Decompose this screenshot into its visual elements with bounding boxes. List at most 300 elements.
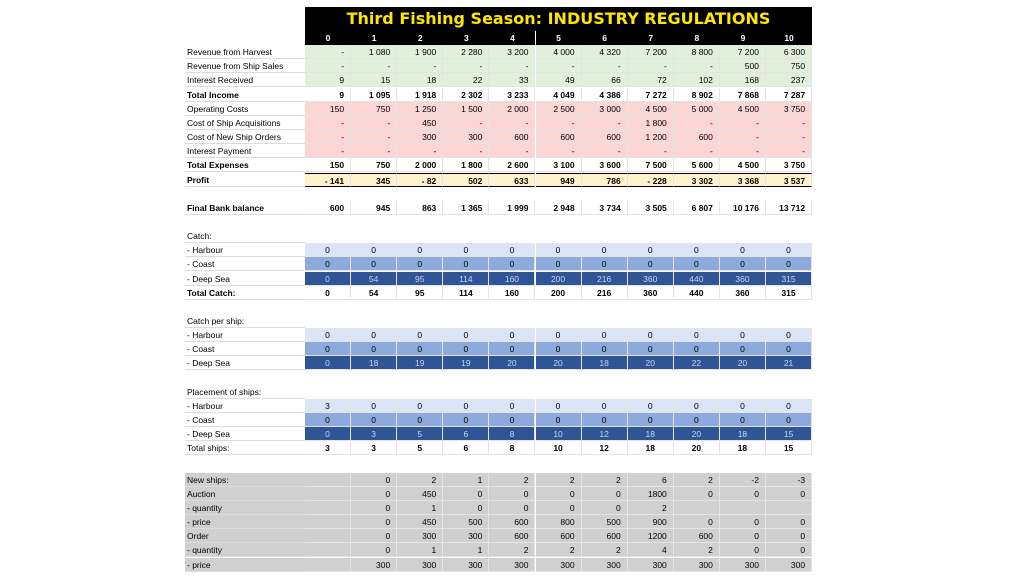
cell[interactable]: 0 [305,342,351,356]
cell[interactable]: 750 [766,59,812,73]
cell[interactable]: 6 [443,427,489,441]
cell[interactable]: 7 500 [628,158,674,172]
row-label[interactable]: Total Expenses [185,158,305,172]
cell[interactable]: 2 [582,473,628,487]
cell[interactable]: - [674,116,720,130]
cell[interactable]: 18 [628,441,674,455]
cell[interactable]: 7 868 [720,88,766,102]
row-label[interactable]: Cost of Ship Acquisitions [185,116,305,130]
cell[interactable]: 0 [443,328,489,342]
cell[interactable]: 0 [720,328,766,342]
cell[interactable]: 0 [536,501,582,515]
cell[interactable]: 9 [305,88,351,102]
cell[interactable]: 22 [443,73,489,87]
cell[interactable]: 0 [628,413,674,427]
cell[interactable]: 7 [628,31,674,45]
cell[interactable]: 900 [628,515,674,529]
cell[interactable]: 200 [536,286,582,300]
cell[interactable]: 1 [443,473,489,487]
cell[interactable]: 0 [351,529,397,543]
cell[interactable]: 3 [443,31,489,45]
cell[interactable] [305,487,351,501]
cell[interactable]: 1 500 [443,102,489,116]
cell[interactable]: 1 [397,543,443,557]
cell[interactable]: 440 [674,286,720,300]
cell[interactable]: 7 272 [628,88,674,102]
cell[interactable]: 0 [305,356,351,370]
cell[interactable]: 6 [582,31,628,45]
cell[interactable]: 10 [536,441,582,455]
cell[interactable]: 1 095 [351,88,397,102]
cell[interactable]: 0 [628,257,674,271]
cell[interactable]: 0 [351,501,397,515]
cell[interactable]: 0 [720,529,766,543]
cell[interactable]: - [351,144,397,158]
cell[interactable]: 500 [443,515,489,529]
cell[interactable] [720,501,766,515]
cell[interactable]: 7 200 [628,45,674,59]
cell[interactable]: 4 500 [628,102,674,116]
cell[interactable]: 8 902 [674,88,720,102]
cell[interactable]: 20 [674,441,720,455]
cell[interactable]: 786 [582,173,628,187]
cell[interactable]: 6 807 [674,201,720,215]
cell[interactable]: 300 [536,558,582,572]
cell[interactable]: 3 [351,441,397,455]
cell[interactable]: -3 [766,473,812,487]
cell[interactable]: 20 [720,356,766,370]
cell[interactable] [305,558,351,572]
cell[interactable]: 0 [397,342,443,356]
cell[interactable]: 315 [766,286,812,300]
cell[interactable]: 0 [674,487,720,501]
cell[interactable]: - [674,144,720,158]
cell[interactable]: 0 [443,501,489,515]
cell[interactable]: 0 [489,342,535,356]
cell[interactable]: - [582,144,628,158]
cell[interactable]: 20 [536,356,582,370]
row-label[interactable]: Placement of ships: [185,385,305,399]
cell[interactable]: 5 [536,31,582,45]
cell[interactable]: 300 [443,558,489,572]
cell[interactable]: 20 [628,356,674,370]
cell[interactable]: 18 [720,427,766,441]
cell[interactable]: - [536,116,582,130]
cell[interactable]: 945 [351,201,397,215]
cell[interactable]: 0 [351,543,397,557]
row-label[interactable]: - Deep Sea [185,272,305,286]
cell[interactable]: 0 [489,413,535,427]
cell[interactable]: 600 [582,130,628,144]
cell[interactable]: 0 [443,342,489,356]
row-label[interactable]: Profit [185,173,305,187]
cell[interactable]: 300 [766,558,812,572]
cell[interactable]: 0 [351,413,397,427]
cell[interactable]: 1 918 [397,88,443,102]
cell[interactable]: 300 [397,130,443,144]
cell[interactable]: 0 [720,543,766,557]
cell[interactable]: 360 [628,286,674,300]
row-label[interactable]: Final Bank balance [185,201,305,215]
cell[interactable]: 216 [582,272,628,286]
cell[interactable]: 3 [305,441,351,455]
cell[interactable]: - [351,59,397,73]
cell[interactable]: 0 [582,257,628,271]
cell[interactable]: 8 [489,427,535,441]
cell[interactable]: 95 [397,286,443,300]
cell[interactable]: 3 505 [628,201,674,215]
cell[interactable]: 0 [628,328,674,342]
cell[interactable]: 5 [397,427,443,441]
row-label[interactable]: - Harbour [185,243,305,257]
cell[interactable]: 600 [536,130,582,144]
cell[interactable]: 1 [397,501,443,515]
cell[interactable]: 0 [582,413,628,427]
cell[interactable]: 114 [443,272,489,286]
cell[interactable]: 0 [305,272,351,286]
cell[interactable]: 0 [489,399,535,413]
row-label[interactable]: Total Income [185,88,305,102]
cell[interactable]: - [766,116,812,130]
cell[interactable]: 33 [489,73,535,87]
cell[interactable]: - [305,45,351,59]
cell[interactable]: - [720,130,766,144]
cell[interactable]: 800 [536,515,582,529]
cell[interactable]: 345 [351,173,397,187]
cell[interactable]: 2 280 [443,45,489,59]
cell[interactable]: 4 000 [536,45,582,59]
row-label[interactable]: Total ships: [185,441,305,455]
cell[interactable]: 600 [489,130,535,144]
cell[interactable] [305,501,351,515]
cell[interactable]: 0 [305,257,351,271]
cell[interactable]: 3 368 [720,173,766,187]
cell[interactable]: - [397,59,443,73]
cell[interactable]: 300 [443,130,489,144]
cell[interactable]: 1 [443,543,489,557]
cell[interactable]: - [443,144,489,158]
cell[interactable]: 3 [351,427,397,441]
cell[interactable]: 300 [489,558,535,572]
cell[interactable]: 3 233 [489,88,535,102]
cell[interactable]: 21 [766,356,812,370]
cell[interactable] [766,501,812,515]
cell[interactable]: 0 [582,342,628,356]
cell[interactable]: 750 [351,158,397,172]
cell[interactable]: 0 [766,257,812,271]
cell[interactable] [305,543,351,557]
cell[interactable]: 20 [489,356,535,370]
cell[interactable]: 15 [766,427,812,441]
row-label[interactable]: Operating Costs [185,102,305,116]
cell[interactable]: 22 [674,356,720,370]
cell[interactable]: 6 300 [766,45,812,59]
cell[interactable]: 300 [674,558,720,572]
cell[interactable]: - [305,59,351,73]
cell[interactable]: 0 [397,243,443,257]
cell[interactable]: 600 [674,130,720,144]
cell[interactable]: 600 [305,201,351,215]
cell[interactable]: 0 [536,487,582,501]
cell[interactable]: 1800 [628,487,674,501]
cell[interactable]: 0 [397,328,443,342]
cell[interactable]: 600 [489,515,535,529]
cell[interactable]: - [351,130,397,144]
cell[interactable]: 0 [674,243,720,257]
cell[interactable]: 18 [720,441,766,455]
cell[interactable]: - [489,59,535,73]
cell[interactable]: 4 320 [582,45,628,59]
cell[interactable]: 0 [305,243,351,257]
cell[interactable]: 0 [443,243,489,257]
cell[interactable]: 450 [397,515,443,529]
cell[interactable]: 300 [582,558,628,572]
row-label[interactable]: - Deep Sea [185,427,305,441]
cell[interactable]: 0 [536,243,582,257]
cell[interactable]: 1 250 [397,102,443,116]
cell[interactable]: 633 [489,173,535,187]
row-label[interactable]: - price [185,515,305,529]
cell[interactable]: - [536,59,582,73]
cell[interactable]: 2 [397,473,443,487]
cell[interactable]: 150 [305,102,351,116]
cell[interactable]: 10 [766,31,812,45]
cell[interactable]: 0 [536,342,582,356]
cell[interactable]: 300 [443,529,489,543]
row-label[interactable]: Catch per ship: [185,314,305,328]
cell[interactable]: - [582,116,628,130]
cell[interactable]: 0 [489,243,535,257]
cell[interactable] [305,515,351,529]
cell[interactable]: 0 [536,328,582,342]
cell[interactable]: 9 [720,31,766,45]
cell[interactable]: - [305,116,351,130]
cell[interactable]: 0 [766,399,812,413]
cell[interactable]: 300 [397,558,443,572]
cell[interactable]: 2 948 [536,201,582,215]
cell[interactable]: 95 [397,272,443,286]
cell[interactable]: 2 [489,473,535,487]
cell[interactable]: 0 [674,257,720,271]
cell[interactable]: - [582,59,628,73]
cell[interactable]: 0 [305,31,351,45]
row-label[interactable]: Total Catch: [185,286,305,300]
cell[interactable]: 0 [397,399,443,413]
cell[interactable]: 0 [628,399,674,413]
cell[interactable]: 2 [536,473,582,487]
cell[interactable]: 4 386 [582,88,628,102]
cell[interactable]: 3 537 [766,173,812,187]
cell[interactable]: 102 [674,73,720,87]
row-label[interactable]: Revenue from Ship Sales [185,59,305,73]
cell[interactable]: 1 999 [489,201,535,215]
cell[interactable]: 0 [351,473,397,487]
cell[interactable]: 0 [443,399,489,413]
row-label[interactable]: Auction [185,487,305,501]
cell[interactable]: 2 [674,543,720,557]
cell[interactable]: 54 [351,286,397,300]
cell[interactable]: 0 [766,342,812,356]
cell[interactable]: 0 [305,427,351,441]
cell[interactable]: 750 [351,102,397,116]
cell[interactable]: 4 [489,31,535,45]
cell[interactable]: 1 800 [628,116,674,130]
cell[interactable]: - 228 [628,173,674,187]
cell[interactable]: - [443,59,489,73]
row-label[interactable]: - Coast [185,342,305,356]
cell[interactable]: 600 [582,529,628,543]
cell[interactable]: 0 [536,399,582,413]
row-label[interactable]: - quantity [185,543,305,557]
cell[interactable]: 0 [766,413,812,427]
cell[interactable]: 2 302 [443,88,489,102]
cell[interactable]: - [397,144,443,158]
cell[interactable]: 2 000 [489,102,535,116]
cell[interactable]: 0 [766,529,812,543]
cell[interactable]: - [351,116,397,130]
cell[interactable]: 1 [351,31,397,45]
cell[interactable]: 2 000 [397,158,443,172]
cell[interactable]: 0 [489,257,535,271]
cell[interactable]: 1 900 [397,45,443,59]
cell[interactable]: 237 [766,73,812,87]
cell[interactable]: 1 200 [628,130,674,144]
cell[interactable]: 12 [582,427,628,441]
cell[interactable]: 0 [351,342,397,356]
cell[interactable] [305,473,351,487]
cell[interactable]: 0 [720,399,766,413]
cell[interactable]: 0 [674,515,720,529]
cell[interactable]: 3 [305,399,351,413]
cell[interactable]: 0 [582,328,628,342]
cell[interactable]: 0 [674,399,720,413]
cell[interactable]: 0 [674,413,720,427]
cell[interactable]: 4 500 [720,102,766,116]
cell[interactable]: - [766,130,812,144]
cell[interactable]: 4 [628,543,674,557]
cell[interactable]: - [489,144,535,158]
cell[interactable]: 5 [397,441,443,455]
cell[interactable]: 2 [397,31,443,45]
cell[interactable]: 360 [720,286,766,300]
row-label[interactable]: - price [185,558,305,572]
row-label[interactable]: Revenue from Harvest [185,45,305,59]
cell[interactable]: 300 [397,529,443,543]
row-label[interactable]: - Harbour [185,399,305,413]
cell[interactable]: 216 [582,286,628,300]
cell[interactable]: 49 [536,73,582,87]
cell[interactable]: -2 [720,473,766,487]
cell[interactable]: 54 [351,272,397,286]
cell[interactable]: 6 [443,441,489,455]
cell[interactable]: 2 [628,501,674,515]
cell[interactable]: 15 [766,441,812,455]
cell[interactable]: 0 [305,328,351,342]
cell[interactable]: 72 [628,73,674,87]
cell[interactable]: 0 [720,342,766,356]
cell[interactable]: 450 [397,487,443,501]
cell[interactable]: 2 500 [536,102,582,116]
cell[interactable]: - [489,116,535,130]
cell[interactable]: 10 176 [720,201,766,215]
cell[interactable]: 7 287 [766,88,812,102]
cell[interactable]: - [766,144,812,158]
row-label[interactable]: Cost of New Ship Orders [185,130,305,144]
cell[interactable]: 0 [766,543,812,557]
cell[interactable]: 3 200 [489,45,535,59]
cell[interactable]: 0 [720,413,766,427]
cell[interactable]: 8 800 [674,45,720,59]
cell[interactable]: - [443,116,489,130]
cell[interactable]: 8 [489,441,535,455]
cell[interactable]: 500 [582,515,628,529]
cell[interactable]: 114 [443,286,489,300]
cell[interactable]: 300 [351,558,397,572]
cell[interactable]: 0 [766,515,812,529]
cell[interactable]: 300 [720,558,766,572]
cell[interactable] [674,501,720,515]
cell[interactable]: 160 [489,286,535,300]
cell[interactable]: 0 [582,399,628,413]
cell[interactable]: 0 [351,487,397,501]
cell[interactable]: 0 [443,487,489,501]
cell[interactable]: 0 [720,257,766,271]
cell[interactable]: 0 [582,243,628,257]
cell[interactable]: 1200 [628,529,674,543]
cell[interactable]: 440 [674,272,720,286]
cell[interactable]: 300 [628,558,674,572]
cell[interactable]: 18 [397,73,443,87]
cell[interactable]: 600 [536,529,582,543]
cell[interactable]: 2 600 [489,158,535,172]
cell[interactable]: 600 [489,529,535,543]
cell[interactable]: 5 000 [674,102,720,116]
cell[interactable]: - [305,130,351,144]
cell[interactable]: - [305,144,351,158]
cell[interactable]: 0 [397,257,443,271]
cell[interactable]: 9 [305,73,351,87]
cell[interactable]: 315 [766,272,812,286]
cell[interactable]: 4 500 [720,158,766,172]
cell[interactable]: 150 [305,158,351,172]
cell[interactable]: 18 [582,356,628,370]
cell[interactable]: 0 [628,243,674,257]
row-label[interactable]: - quantity [185,501,305,515]
cell[interactable]: 18 [351,356,397,370]
cell[interactable]: 2 [674,473,720,487]
row-label[interactable]: Order [185,529,305,543]
cell[interactable]: 1 365 [443,201,489,215]
row-label[interactable]: Interest Payment [185,144,305,158]
cell[interactable]: 0 [305,286,351,300]
cell[interactable]: 3 302 [674,173,720,187]
cell[interactable]: 20 [674,427,720,441]
row-label[interactable]: - Coast [185,257,305,271]
cell[interactable]: 19 [443,356,489,370]
cell[interactable]: 0 [351,399,397,413]
cell[interactable]: 0 [766,487,812,501]
cell[interactable]: 0 [720,243,766,257]
cell[interactable]: 0 [489,328,535,342]
cell[interactable]: 5 600 [674,158,720,172]
cell[interactable]: 0 [582,501,628,515]
cell[interactable]: 3 000 [582,102,628,116]
cell[interactable]: - [720,116,766,130]
cell[interactable]: 360 [628,272,674,286]
cell[interactable]: 0 [766,328,812,342]
row-label[interactable]: - Deep Sea [185,356,305,370]
cell[interactable]: - 141 [305,173,351,187]
